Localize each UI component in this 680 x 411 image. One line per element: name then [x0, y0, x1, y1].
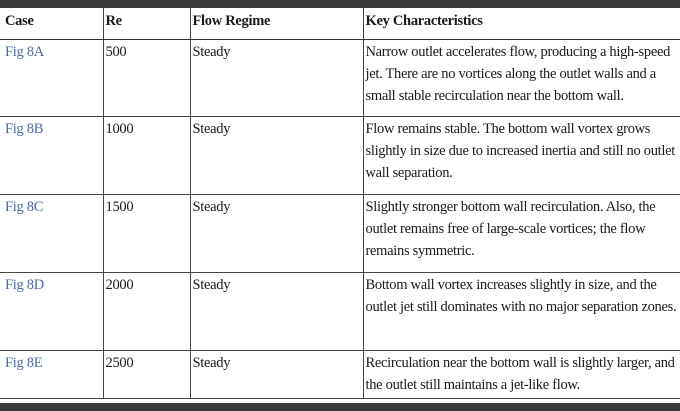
- key-characteristics-text: Slightly stronger bottom wall recirculation. Also, the outlet remains free of large-scale vortices; the flow remains symmetric.: [363, 195, 680, 273]
- table-row: [0, 195, 680, 273]
- flow-regime-value: Steady: [190, 40, 363, 117]
- flow-regime-table: [0, 8, 680, 399]
- case-link-fig-8d[interactable]: Fig 8D: [0, 273, 103, 351]
- table-row: [0, 351, 680, 399]
- top-border: [0, 0, 680, 8]
- header-key-characteristics: Key Characteristics: [363, 8, 680, 40]
- table-header-row: [0, 8, 680, 40]
- flow-regime-value: Steady: [190, 117, 363, 195]
- case-link-fig-8e[interactable]: Fig 8E: [0, 351, 103, 399]
- re-value: 1500: [103, 195, 190, 273]
- case-link-fig-8b[interactable]: Fig 8B: [0, 117, 103, 195]
- table-row: [0, 273, 680, 351]
- table-row: [0, 117, 680, 195]
- key-characteristics-text: Flow remains stable. The bottom wall vortex grows slightly in size due to increased inertia and still no outlet wall separation.: [363, 117, 680, 195]
- key-characteristics-text: Bottom wall vortex increases slightly in size, and the outlet jet still dominates with no major separation zones.: [363, 273, 680, 351]
- bottom-border: [0, 403, 680, 411]
- key-characteristics-text: Recirculation near the bottom wall is slightly larger, and the outlet still maintains a jet-like flow.: [363, 351, 680, 399]
- re-value: 2000: [103, 273, 190, 351]
- key-characteristics-text: Narrow outlet accelerates flow, producing a high-speed jet. There are no vortices along the outlet walls and a small stable recirculation near the bottom wall.: [363, 40, 680, 117]
- flow-regime-value: Steady: [190, 273, 363, 351]
- re-value: 1000: [103, 117, 190, 195]
- header-case: Case: [0, 8, 103, 40]
- re-value: 2500: [103, 351, 190, 399]
- flow-regime-value: Steady: [190, 195, 363, 273]
- header-re: Re: [103, 8, 190, 40]
- re-value: 500: [103, 40, 190, 117]
- flow-regime-value: Steady: [190, 351, 363, 399]
- header-flow-regime: Flow Regime: [190, 8, 363, 40]
- case-link-fig-8c[interactable]: Fig 8C: [0, 195, 103, 273]
- case-link-fig-8a[interactable]: Fig 8A: [0, 40, 103, 117]
- table-row: [0, 40, 680, 117]
